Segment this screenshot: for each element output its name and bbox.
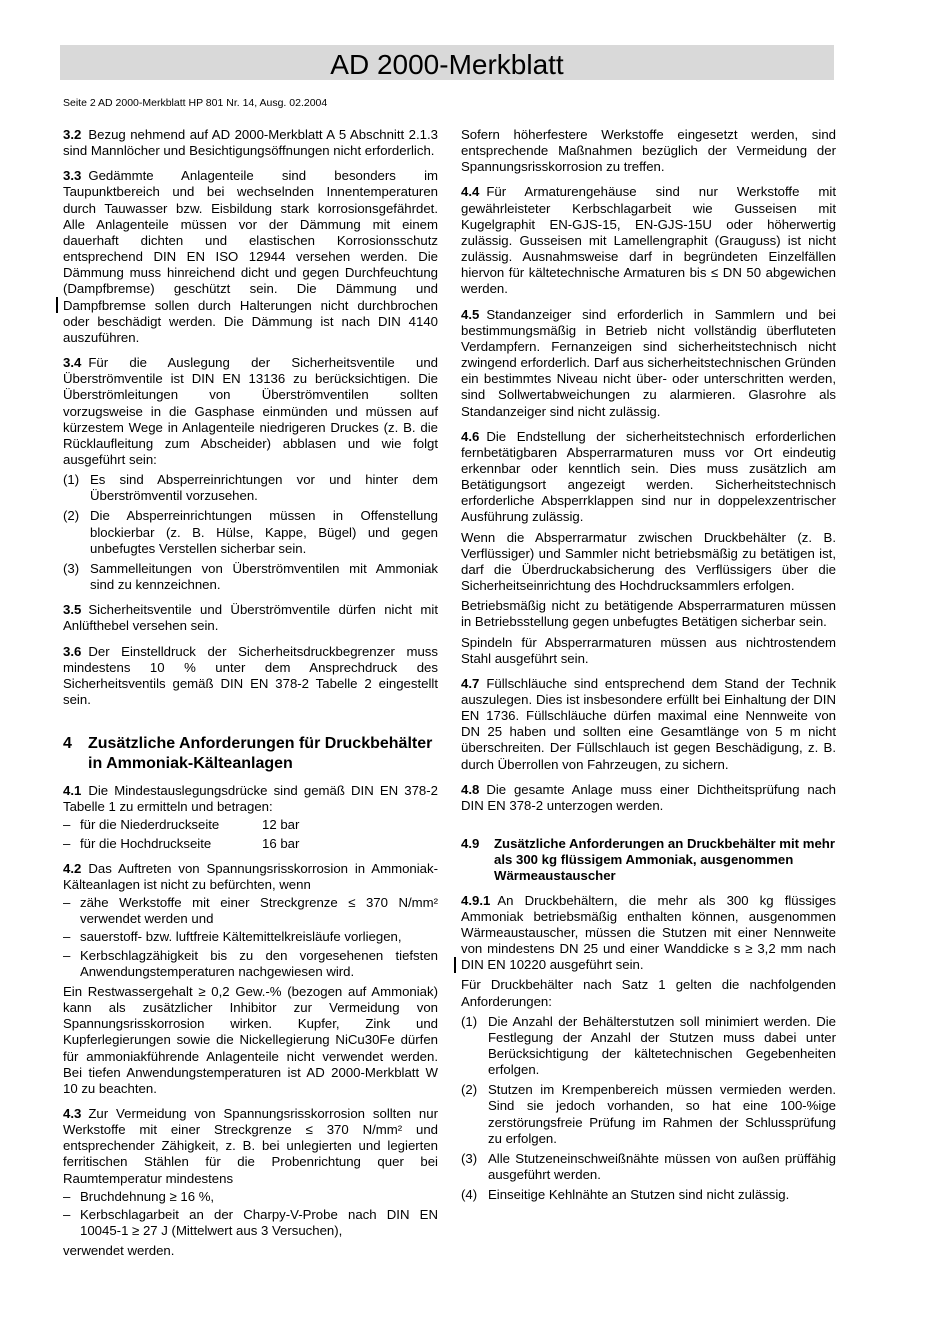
section-4-9-heading: 4.9 Zusätzliche Anforderungen an Druckbehälter mit mehr als 300 kg flüssigem Ammoniak, ausgenommen Wärmeaustauscher [461,836,835,884]
left-column [63,127,438,1259]
section-3-4: 3.4 Für die Auslegung der Sicherheitsventile und Überströmventile ist DIN EN 13136 zu berücksichtigen. Die Überströmleitungen von Überströmventilen sollten vorzugsweise in die Gasphase einmünden und müssen auf kürzestem Wege in Anlagenteile niedrigeren Druckes (z. B. die Rücklaufleitung zum Abscheider) abblasen und wie folgt ausgeführt sein: [63,355,438,467]
document-title-banner [60,45,834,80]
section-4-6: 4.6 Die Endstellung der sicherheitstechnisch erforderlichen fernbetätigbaren Absperrarmaturen muss vor Ort eindeutig erkennbar oder kenntlich sein. Dies muss zusätzlich am Betätigungsort angezeigt werden. Sicherheitstechnisch erforderliche Absperrklappen sind nur in doppelexzentrischer Ausführung zulässig. [461,428,836,525]
list-item: – für die Niederdruckseite 12 bar [63,817,300,833]
section-3-5: 3.5 Sicherheitsventile und Überströmventile dürfen nicht mit Anlüfthebel versehen sein. [63,602,438,634]
list-item: – Bruchdehnung ≥ 16 %, [63,1188,215,1204]
list-item: – zähe Werkstoffe mit einer Streckgrenze ≤ 370 N/mm² verwendet werden und [63,895,438,927]
paragraph: Für Druckbehälter nach Satz 1 gelten die nachfolgenden Anforderungen: [461,977,836,1009]
page-reference: Seite 2 AD 2000-Merkblatt HP 801 Nr. 14, Ausg. 02.2004 [63,97,328,109]
paragraph: Sofern höherfestere Werkstoffe eingesetzt werden, sind entsprechende Maßnahmen bezüglich der Vermeidung der Spannungsrisskorrosion zu treffen. [461,127,836,175]
document-title: AD 2000-Merkblatt [330,49,564,80]
section-4-5: 4.5 Standanzeiger sind erforderlich in Sammlern und bei bestimmungsmäßig in Betrieb nicht vollständig überfluteten Verdampfern. Fernanzeigen sind sicherheitstechnisch nicht zwingend erforderlich. Darf aus sicherheitstechnischen Gründen ein bestimmtes Niveau nicht über- oder unterschritten werden, sind Sollwertabweichungen zu alarmieren. Glasrohre als Standanzeiger sind nicht zulässig. [461,306,836,419]
list-item: – Kerbschlagzähigkeit bis zu den vorgesehenen tiefsten Anwendungstemperaturen nachgewiesen wird. [63,947,438,979]
list-item: (1) Die Anzahl der Behälterstutzen soll minimiert werden. Die Festlegung der Anzahl der Stutzen muss dabei unter Berücksichtigung der kältetechnischen Gegebenheiten erfolgen. [461,1013,836,1078]
list-item: (1) Es sind Absperreinrichtungen vor und hinter dem Überströmventil vorzusehen. [63,472,438,504]
list-item: – für die Hochdruckseite 16 bar [63,835,300,851]
section-3-2: 3.2 Bezug nehmend auf AD 2000-Merkblatt A 5 Abschnitt 2.1.3 sind Mannlöcher und Besichtigungsöffnungen nicht erforderlich. [63,127,438,159]
list-item: (4) Einseitige Kehlnähte an Stutzen sind nicht zulässig. [461,1187,790,1203]
chapter-4-heading: 4 Zusätzliche Anforderungen für Druckbehälter in Ammoniak-Kälteanlagen [63,735,433,772]
section-4-3: 4.3 Zur Vermeidung von Spannungsrisskorrosion sollten nur Werkstoffe mit einer Streckgrenze ≤ 370 N/mm² und entsprechender Zähigkeit, z. B. bei unlegierten und legierten ferritischen Stählen für die Probenrichtung quer bei Raumtemperatur mindestens [63,1105,438,1186]
section-4-8: 4.8 Die gesamte Anlage muss einer Dichtheitsprüfung nach DIN EN 378-2 unterzogen werden. [461,781,836,813]
section-3-3: 3.3 Gedämmte Anlagenteile sind besonders im Taupunktbereich und bei wechselnden Innentemperaturen durch Tauwasser bzw. Eisbildung stark korrosionsgefährdet. Alle Anlagenteile müssen vor der Dämmung mit einem dauerhaft dichten und elastischen Korrosionsschutz entsprechend DIN EN ISO 12944 versehen werden. Die Dämmung muss hinreichend dicht und gegen Durchfeuchtung (Dampfbremse) geschützt sein. Die Dämmung und Dampfbremse sollen durch Halterungen nicht durchbrochen oder beschädigt werden. Die Dämmung ist nach DIN 4140 auszuführen. [63,168,438,346]
paragraph: Ein Restwassergehalt ≥ 0,2 Gew.-% (bezogen auf Ammoniak) kann als zusätzlicher Inhibitor zur Vermeidung von Spannungsrisskorrosion wirken. Kupfer, Zink und Kupferlegierungen sowie die Nickellegierung NiCu30Fe dürfen für ammoniakführende Anlagenteile nicht verwendet werden. Bei tiefen Anwendungstemperaturen ist AD 2000-Merkblatt W 10 zu beachten. [63,983,438,1096]
list-item: – Kerbschlagarbeit an der Charpy-V-Probe nach DIN EN 10045-1 ≥ 27 J (Mittelwert aus 3 Versuchen), [63,1206,438,1239]
section-4-2: 4.2 Das Auftreten von Spannungsrisskorrosion in Ammoniak-Kälteanlagen ist nicht zu befürchten, wenn [63,860,438,892]
paragraph: Wenn die Absperrarmatur zwischen Druckbehälter (z. B. Verflüssiger) und Sammler nicht betriebsmäßig zu betätigen ist, darf die Überdruckabsicherung des Verflüssigers über die Sicherheitseinrichtung des Hochdrucksammlers erfolgen. [461,529,836,594]
change-bar [56,297,58,313]
paragraph: Spindeln für Absperrarmaturen müssen aus nichtrostendem Stahl ausgeführt sein. [461,634,836,666]
list-item: (2) Die Absperreinrichtungen müssen in Offenstellung blockierbar (z. B. Hülse, Kappe, Bügel) und gegen unbefugtes Verstellen sicherbar sein. [63,508,438,556]
change-bar [454,957,456,973]
section-4-9-1: 4.9.1 An Druckbehältern, die mehr als 300 kg flüssiges Ammoniak betriebsmäßig enthalten können, ausgenommen Wärmeaustauscher, müssen die Stutzen mit einer Nennweite von mindestens DN 25 und einer Wanddicke s ≥ 3,2 mm nach DIN EN 10220 ausgeführt sein. [461,893,836,974]
section-4-7: 4.7 Füllschläuche sind entsprechend dem Stand der Technik auszulegen. Dies ist insbesondere erfüllt bei Einhaltung der DIN EN 1736. Füllschläuche dürfen maximal eine Nennweite von DN 25 haben und sollten eine Gesamtlänge von 5 m nicht überschreiten. Der Füllschlauch ist gegen Beschädigung, z. B. durch Überrollen von Fahrzeugen, zu sichern. [461,675,836,772]
section-4-4: 4.4 Für Armaturengehäuse sind nur Werkstoffe mit gewährleisteter Kerbschlagarbeit wie Gusseisen mit Kugelgraphit EN-GJS-15, EN-GJS-15U oder höherwertig zulässig. Gusseisen mit Lamellengraphit (Grauguss) ist nicht zulässig. Ausnahmsweise darf in begründeten Einzelfällen hiervon für kältetechnische Armaturen bis ≤ DN 50 abgewichen werden. [461,184,836,297]
right-column [461,127,836,1203]
list-item: – sauerstoff- bzw. luftfreie Kältemittelkreisläufe vorliegen, [63,929,402,945]
paragraph: verwendet werden. [63,1243,175,1259]
section-4-1: 4.1 Die Mindestauslegungsdrücke sind gemäß DIN EN 378-2 Tabelle 1 zu ermitteln und betragen: [63,783,438,815]
list-item: (3) Sammelleitungen von Überströmventilen mit Ammoniak sind zu kennzeichnen. [63,560,438,593]
list-item: (2) Stutzen im Krempenbereich müssen vermieden werden. Sind sie jedoch vorhanden, so hat eine 100-%ige zerstörungsfreie Prüfung im Rahmen der Schlussprüfung zu erfolgen. [461,1082,836,1146]
section-3-6: 3.6 Der Einstelldruck der Sicherheitsdruckbegrenzer muss mindestens 10 % unter dem Ansprechdruck des Sicherheitsventils gemäß DIN EN 378-2 Tabelle 2 eingestellt sein. [63,643,438,707]
list-item: (3) Alle Stutzeneinschweißnähte müssen von außen prüffähig ausgeführt werden. [461,1150,836,1183]
paragraph: Betriebsmäßig nicht zu betätigende Absperrarmaturen müssen in Betriebsstellung gegen unbefugtes Betätigen sicherbar sein. [461,598,836,630]
